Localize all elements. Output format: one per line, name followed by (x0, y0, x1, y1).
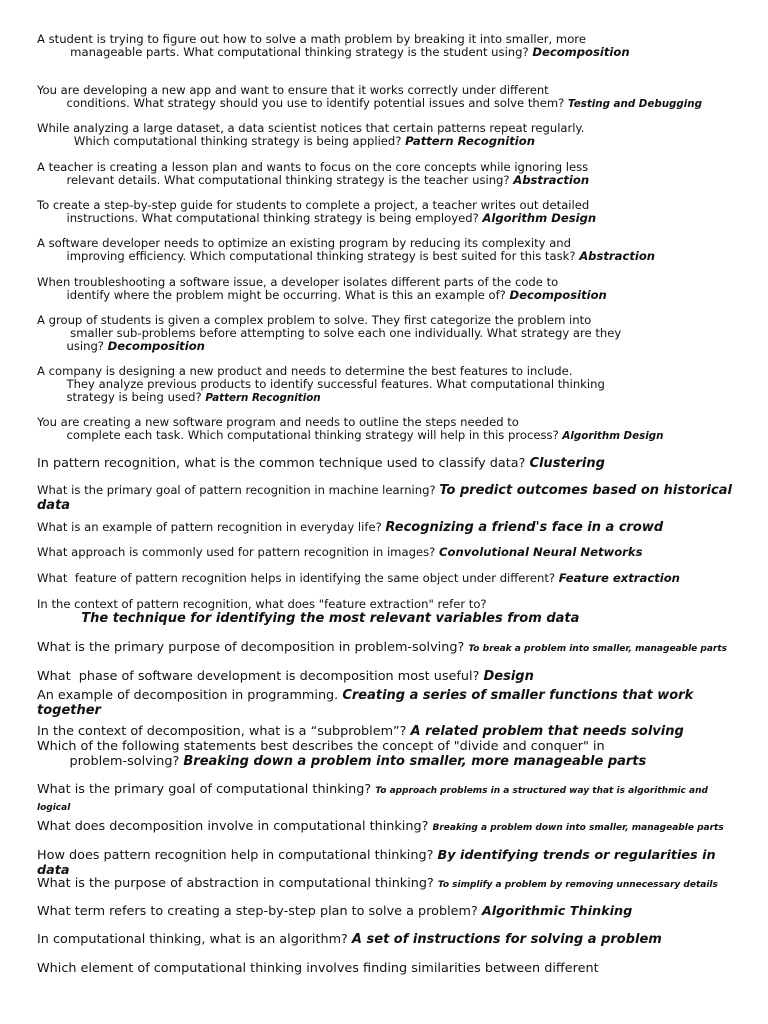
answer-text: Pattern Recognition (205, 392, 321, 404)
qa-item (37, 572, 737, 585)
qa-item (37, 122, 737, 148)
answer-text: By identifying trends or regularities in data (37, 848, 721, 878)
answer-text: Creating a series of smaller functions that work together (37, 688, 698, 718)
answer-text: To approach problems in a structured way that is algorithmic and logical (37, 786, 712, 813)
question-text: In pattern recognition, what is the common technique used to classify data? (37, 456, 530, 471)
qa-item (37, 782, 737, 816)
answer-text: Testing and Debugging (568, 98, 703, 110)
answer-text: Breaking a problem down into smaller, manageable parts (432, 823, 724, 833)
question-text: You are developing a new app and want to ensure that it works correctly under different conditions. What strategy should you use to identify potential issues and solve them? (37, 83, 565, 110)
question-text: What is an example of pattern recognition in everyday life? (37, 520, 386, 534)
qa-item (37, 199, 737, 225)
qa-item (37, 724, 737, 739)
question-text: In the context of decomposition, what is a “subproblem”? (37, 724, 411, 739)
answer-text: A set of instructions for solving a problem (351, 932, 662, 947)
question-text: What does decomposition involve in computational thinking? (37, 819, 433, 834)
question-text: A company is designing a new product and needs to determine the best features to include. They analyze previous products to identify successful features. What computational thinking strategy is being used? (37, 364, 605, 404)
question-text: What phase of software development is decomposition most useful? (37, 669, 484, 684)
question-text: A group of students is given a complex problem to solve. They first categorize the problem into smaller sub-problems before attempting to solve each one individually. What strategy are they using? (37, 313, 622, 353)
qa-item (37, 520, 737, 535)
question-text: In the context of pattern recognition, what does "feature extraction" refer to? (37, 597, 487, 611)
answer-text: To break a problem into smaller, manageable parts (468, 644, 728, 654)
question-text: An example of decomposition in programming. (37, 688, 343, 703)
question-text: A student is trying to figure out how to solve a math problem by breaking it into smaller, more manageable parts. What computational thinking strategy is the student using? (37, 32, 586, 59)
qa-item (37, 365, 737, 405)
qa-item (37, 640, 737, 657)
answer-text: A related problem that needs solving (410, 724, 684, 739)
question-text: When troubleshooting a software issue, a developer isolates different parts of the code to identify where the problem might be occurring. What is this an example of? (37, 275, 559, 302)
qa-item (37, 688, 737, 718)
qa-item (37, 598, 737, 626)
answer-text: Abstraction (579, 249, 656, 263)
answer-text: Algorithmic Thinking (481, 904, 633, 919)
qa-item (37, 314, 737, 353)
qa-item (37, 546, 737, 559)
answer-text: Decomposition (509, 288, 607, 302)
answer-text: Design (483, 669, 534, 684)
qa-item (37, 483, 737, 513)
answer-text: Decomposition (532, 45, 630, 59)
question-text: What is the primary goal of computational thinking? (37, 782, 376, 797)
qa-item (37, 819, 737, 836)
question-text: You are creating a new software program and needs to outline the steps needed to complete each task. Which computational thinking strategy will help in this process? (37, 415, 559, 442)
answer-text: To simplify a problem by removing unnecessary details (437, 880, 718, 890)
question-text: What is the purpose of abstraction in computational thinking? (37, 876, 438, 891)
qa-item (37, 276, 737, 302)
question-text: What term refers to creating a step-by-step plan to solve a problem? (37, 904, 482, 919)
answer-text: Algorithm Design (482, 211, 597, 225)
answer-text: Abstraction (513, 173, 590, 187)
question-text: What is the primary purpose of decomposition in problem-solving? (37, 640, 469, 655)
answer-text: Feature extraction (558, 571, 680, 585)
qa-item (37, 904, 737, 919)
qa-item (37, 739, 737, 769)
question-text: To create a step-by-step guide for students to complete a project, a teacher writes out detailed instructions. What computational thinking strategy is being employed? (37, 198, 590, 225)
answer-text: Clustering (529, 456, 605, 471)
question-text: What approach is commonly used for pattern recognition in images? (37, 545, 439, 559)
question-text: What feature of pattern recognition helps in identifying the same object under different? (37, 571, 559, 585)
qa-item (37, 84, 737, 111)
answer-text: Breaking down a problem into smaller, more manageable parts (183, 754, 647, 769)
qa-item (37, 33, 737, 59)
qa-item (37, 456, 737, 471)
question-text: While analyzing a large dataset, a data scientist notices that certain patterns repeat regularly. Which computational thinking strategy is being applied? (37, 121, 585, 148)
qa-item (37, 237, 737, 263)
qa-item (37, 416, 737, 443)
question-text: In computational thinking, what is an algorithm? (37, 932, 352, 947)
answer-text: Convolutional Neural Networks (438, 545, 643, 559)
question-text: How does pattern recognition help in computational thinking? (37, 848, 438, 863)
qa-item (37, 848, 737, 878)
question-text: Which element of computational thinking involves finding similarities between different (37, 961, 599, 976)
answer-text: Algorithm Design (562, 430, 664, 442)
answer-text: Pattern Recognition (405, 134, 535, 148)
answer-text: Recognizing a friend's face in a crowd (385, 520, 664, 535)
question-text: A software developer needs to optimize an existing program by reducing its complexity and improving efficiency. Which computational thinking strategy is best suited for this task? (37, 236, 576, 263)
answer-text: Decomposition (107, 339, 205, 353)
question-text: A teacher is creating a lesson plan and wants to focus on the core concepts while ignoring less relevant details. What computational thinking strategy is the teacher using? (37, 160, 589, 187)
question-text: Which of the following statements best describes the concept of "divide and conquer" in problem-solving? (37, 739, 605, 769)
qa-item (37, 669, 737, 684)
qa-item (37, 876, 737, 893)
question-text: What is the primary goal of pattern recognition in machine learning? (37, 483, 440, 497)
qa-item (37, 161, 737, 187)
qa-item (37, 932, 737, 947)
answer-text: The technique for identifying the most relevant variables from data (81, 611, 580, 626)
qa-item (37, 961, 737, 976)
answer-text: To predict outcomes based on historical data (37, 483, 737, 513)
